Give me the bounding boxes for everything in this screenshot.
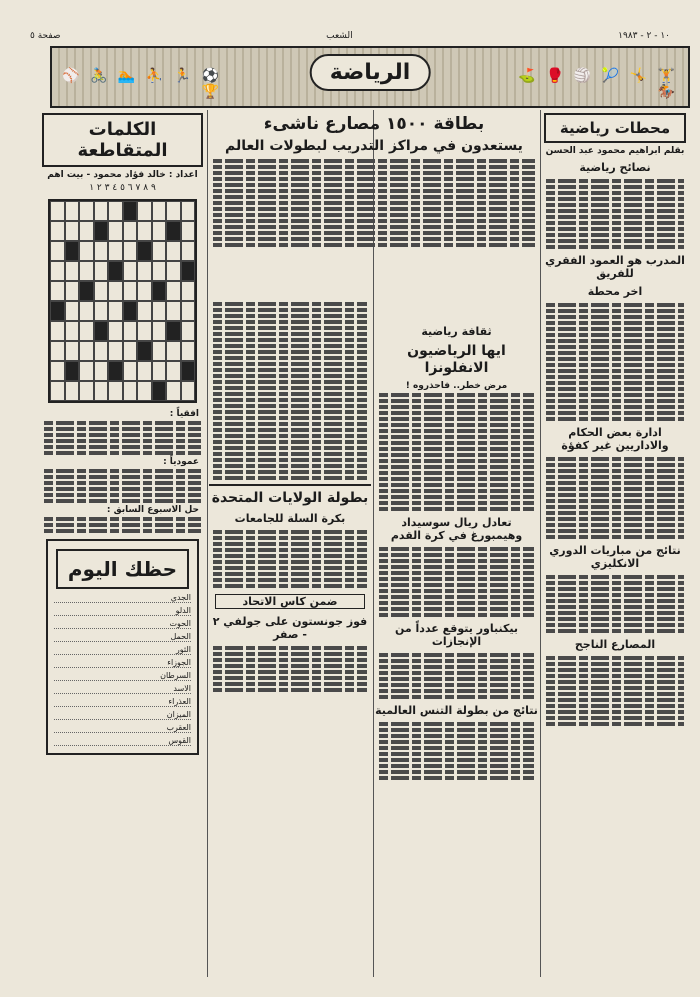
- article-headline: بطولة الولايات المتحدة: [209, 484, 371, 507]
- article-label: ثقافة رياضية: [421, 325, 492, 338]
- horoscope-title: حظك اليوم: [56, 549, 189, 589]
- article-subtitle: بكرة السلة للجامعات: [234, 511, 346, 525]
- section-title: الرياضة: [310, 54, 431, 91]
- horoscope-sign: القوس: [54, 736, 191, 746]
- horoscope-sign: السرطان: [54, 671, 191, 681]
- horoscope-sign: الجدي: [54, 593, 191, 603]
- body-text: [375, 547, 538, 617]
- center-left-column: [209, 300, 371, 977]
- clues-across-label: افقياً :: [169, 409, 199, 419]
- issue-date: ١٠ - ٢ - ١٩٨٣: [618, 31, 670, 41]
- body-text: [542, 575, 688, 633]
- crossword-numbers: ٩ ٨ ٧ ٦ ٥ ٤ ٣ ٢ ١: [89, 183, 156, 193]
- body-text: [375, 393, 538, 511]
- horoscope-sign: الاسد: [54, 684, 191, 694]
- column-rule: [540, 110, 541, 977]
- clues-down-label: عمودياً :: [163, 457, 199, 467]
- crossword-byline: اعداد : خالد فؤاد محمود - بيت اهم: [47, 170, 198, 180]
- page-header: [30, 28, 670, 44]
- article-headline: يستعدون في مراكز التدريب لبطولات العالم: [225, 138, 523, 155]
- clues-text: [40, 421, 205, 455]
- body-text: [209, 159, 539, 247]
- lead-article: [209, 110, 539, 290]
- body-text: [542, 303, 688, 421]
- boxed-headline: ضمن كاس الاتحاد: [215, 594, 365, 609]
- page-number: صفحة ٥: [30, 31, 61, 41]
- horoscope-sign: الحوت: [54, 619, 191, 629]
- subheading: المصارع الناجح: [574, 638, 656, 651]
- article-kicker: بطاقة ١٥٠٠ مصارع ناشىء: [263, 114, 485, 134]
- subheading: المدرب هو العمود الفقري للفريق: [545, 254, 685, 280]
- article-headline: نتائج من بطولة التنس العالمية: [375, 703, 538, 717]
- body-text: [542, 656, 688, 726]
- horoscope-sign: العقرب: [54, 723, 191, 733]
- solution-text: [40, 517, 205, 533]
- body-text: [375, 722, 538, 780]
- column-rule: [207, 110, 208, 977]
- crossword-title: الكلمات المتقاطعة: [42, 113, 203, 167]
- subheading: اخر محطة: [587, 285, 643, 298]
- sports-banner: [50, 46, 690, 108]
- body-text: [542, 457, 688, 539]
- solution-label: حل الاسبوع السابق :: [106, 505, 199, 515]
- article-subtitle: مرض خطر.. فاحذروه !: [405, 380, 508, 391]
- clues-text: [40, 469, 205, 503]
- center-right-column: [375, 320, 538, 977]
- boxed-subtitle: فوز جونستون على جولفي ٢ - صفر: [212, 614, 368, 641]
- body-text: [209, 530, 371, 588]
- horoscope-sign: الجوزاء: [54, 658, 191, 668]
- sports-icons-right: 🏋 🤸 🎾 🏐 🥊 ⛳ 🏇: [518, 68, 678, 100]
- right-column: [542, 110, 688, 977]
- body-text: [375, 653, 538, 699]
- body-text: [209, 646, 371, 692]
- article-headline: بيكنباور يتوقع عدداً من الإنجازات: [394, 621, 518, 648]
- sports-icons-left: ⚽ 🏃 ⛹ 🏊 🚴 ⚾ 🏆: [62, 68, 222, 100]
- byline: بقلم ابراهيم محمود عبد الحسن: [545, 146, 685, 156]
- subheading: ادارة بعض الحكام والاداريين غير كفؤة: [561, 426, 669, 452]
- horoscope-box: [46, 539, 199, 755]
- horoscope-sign: الدلو: [54, 606, 191, 616]
- body-text: [209, 302, 371, 480]
- body-text: [542, 179, 688, 249]
- left-column: [40, 110, 205, 977]
- horoscope-sign: الميزان: [54, 710, 191, 720]
- article-headline: تعادل ريال سوسيداد وهيمبورغ في كرة القدم: [390, 515, 523, 542]
- subheading: نصائح رياضية: [579, 161, 651, 174]
- article-title: ايها الرياضيون الانفلونزا: [407, 343, 506, 376]
- horoscope-sign: الحمل: [54, 632, 191, 642]
- paper-name: الشعب: [326, 31, 353, 41]
- horoscope-sign: العذراء: [54, 697, 191, 707]
- column-title: محطات رياضية: [544, 113, 686, 143]
- subheading: نتائج من مباريات الدوري الانكليزي: [549, 544, 681, 570]
- horoscope-sign: الثور: [54, 645, 191, 655]
- crossword-grid: [48, 199, 197, 403]
